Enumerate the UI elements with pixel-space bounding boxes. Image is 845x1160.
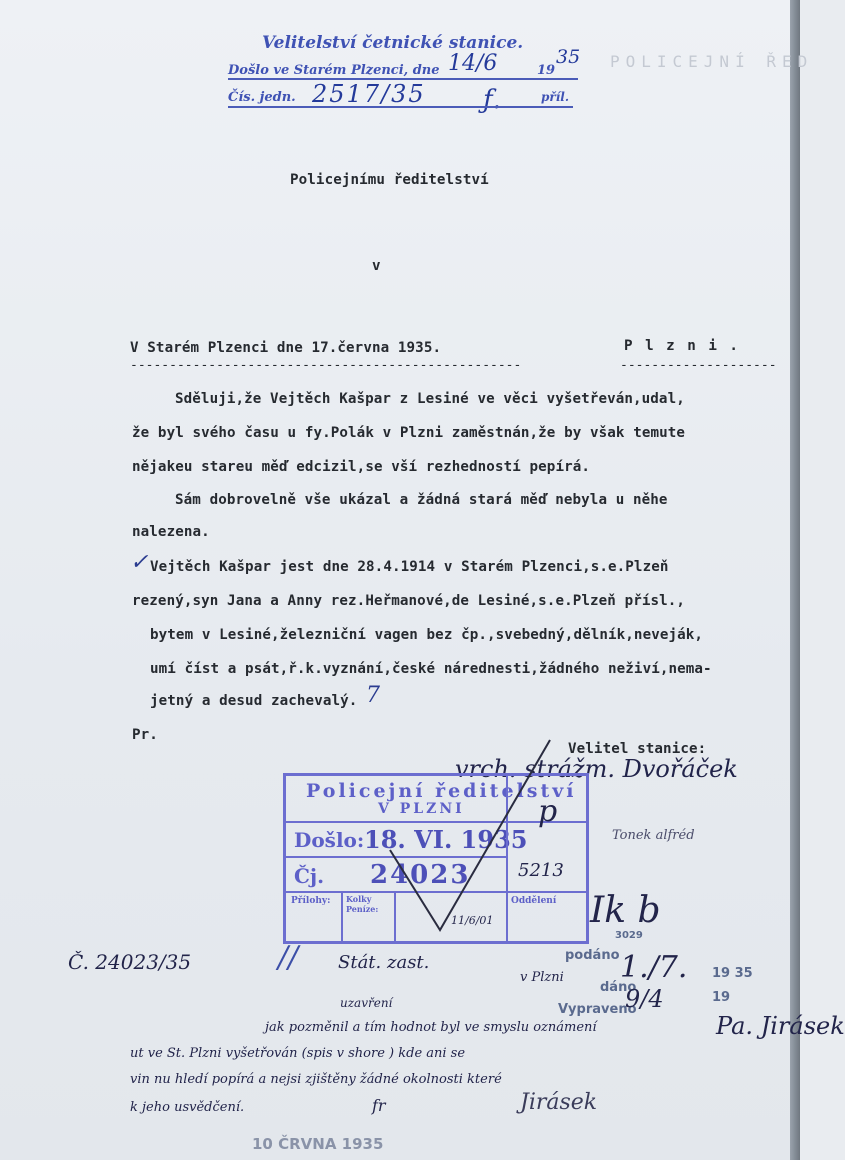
date-line: V Starém Plzenci dne 17.června 1935. (130, 340, 442, 356)
recv-stamp-signature: Pa. Jirásek (716, 1012, 845, 1040)
police-stamp-cj-label: Čj. (294, 864, 325, 888)
addressee-city: P l z n i . (624, 338, 740, 354)
handwritten-note-line-3: vin nu hledí popírá a nejsi zjištěny žádné okolnosti které (130, 1072, 502, 1087)
header-stamp-ref-number: 2517/35 (312, 80, 426, 108)
handwritten-note-line-1: jak pozměnil a tím hodnot byl ve smyslu oznámení (265, 1020, 597, 1035)
header-stamp-year-prefix: 19 (537, 63, 556, 78)
recv-stamp-date1: 1./7. (620, 950, 688, 985)
header-stamp-year-suffix: 35 (556, 46, 581, 68)
police-stamp-cj-number: 24023 (370, 860, 471, 890)
police-stamp-title: Policejní ředitelství (306, 780, 577, 802)
body-line-10: jetný a desud zachevalý. (150, 693, 358, 709)
police-stamp-received-label: Došlo: (294, 828, 365, 852)
header-stamp-underline-2 (228, 106, 573, 108)
signature-label: Velitel stanice: (568, 741, 707, 757)
header-stamp-ref-label: Čís. jedn. (228, 90, 296, 105)
handwritten-mark: Ik b (590, 890, 661, 931)
body-line-6: Vejtěch Kašpar jest dne 28.4.1914 v Starém Plzenci,s.e.Plzeň (150, 559, 669, 575)
bleed-through-text: POLICEJNÍ ŘED (610, 52, 814, 71)
handwritten-initials: fr (372, 1096, 386, 1115)
recv-stamp-vypraveno: Vypraveno (558, 1002, 637, 1017)
footer-stamp: 10 ČRVNA 1935 (252, 1135, 384, 1153)
recv-stamp-podano: podáno (565, 948, 620, 963)
signature-handwritten: vrch. strážm. Dvořáček (455, 755, 738, 783)
check-stroke-icon (370, 730, 570, 950)
header-stamp-hand-mark: ƒ. (483, 85, 501, 115)
addressee-line-2: v (372, 258, 381, 274)
city-rule: -------------------- (620, 358, 777, 373)
recv-stamp-year2: 19 (712, 990, 731, 1005)
recv-stamp-year1: 19 35 (712, 966, 753, 981)
header-stamp-attachments-label: příl. (541, 90, 570, 104)
page-edge (790, 0, 800, 1160)
signature-name-under: Tonek alfréd (612, 828, 695, 843)
police-stamp-city: V PLZNI (378, 801, 465, 817)
bottom-signature: Jirásek (520, 1090, 598, 1115)
header-stamp-received-date: 14/6 (448, 51, 498, 76)
closing: Pr. (132, 727, 158, 743)
police-stamp-prilohy-label: Přílohy: (291, 896, 331, 906)
police-stamp-hand-num: 5213 (518, 860, 564, 881)
police-stamp-received-date: 18. VI. 1935 (364, 825, 528, 854)
body-line-4: Sám dobrovelně vše ukázal a žádná stará měď nebyla u něhe (175, 492, 668, 508)
body-line-3: nějakeu stareu měď edcizil,se vší rezhedností pepírá. (132, 459, 591, 475)
handwritten-note-line-4: k jeho usvědčení. (130, 1100, 245, 1115)
file-ref-note: Č. 24023/35 (68, 950, 192, 974)
header-stamp-received-label: Došlo ve Starém Plzenci, dne (228, 63, 440, 78)
margin-stroke: // (278, 940, 299, 975)
police-stamp-odd-label: Oddělení (511, 896, 557, 906)
stat-zast-note: Stát. zast. (338, 952, 430, 973)
police-stamp-kolky-label: Kolky Peníze: (346, 894, 379, 914)
body-line-1: Sděluji,že Vejtěch Kašpar z Lesiné ve věci vyšetřeván,udal, (175, 391, 685, 407)
police-stamp-hand-small: 11/6/01 (451, 914, 494, 927)
handwritten-note-line-2: ut ve St. Plzni vyšetřován (spis v shore ) kde ani se (130, 1046, 466, 1061)
margin-mark: ✓ (130, 550, 149, 575)
addressee-line-1: Policejnímu ředitelství (290, 172, 489, 188)
body-line-7: rezený,syn Jana a Anny rez.Heřmanové,de Lesiné,s.e.Plzeň přísl., (132, 593, 686, 609)
recv-stamp-date2: 9/4 (625, 985, 664, 1013)
police-stamp-hand-p: p (538, 794, 558, 829)
end-bracket-mark: 7 (366, 683, 380, 708)
v-plzni-note: v Plzni (520, 970, 564, 985)
body-line-9: umí číst a psát,ř.k.vyznání,české nárednesti,žádného neživí,nema- (150, 661, 712, 677)
header-stamp-title: Velitelství četnické stanice. (262, 33, 524, 53)
recv-stamp-line1: 3029 (615, 930, 643, 941)
body-line-5: nalezena. (132, 524, 210, 540)
date-line-rule: -------------------------------------------------- (130, 358, 522, 373)
body-line-8: bytem v Lesiné,železniční vagen bez čp.,svebedný,dělník,neveják, (150, 627, 704, 643)
body-line-2: že byl svého času u fy.Polák v Plzni zaměstnán,že by však temute (132, 425, 686, 441)
uzavreni-note: uzavření (340, 996, 393, 1010)
recv-stamp-dano: dáno (600, 980, 637, 995)
